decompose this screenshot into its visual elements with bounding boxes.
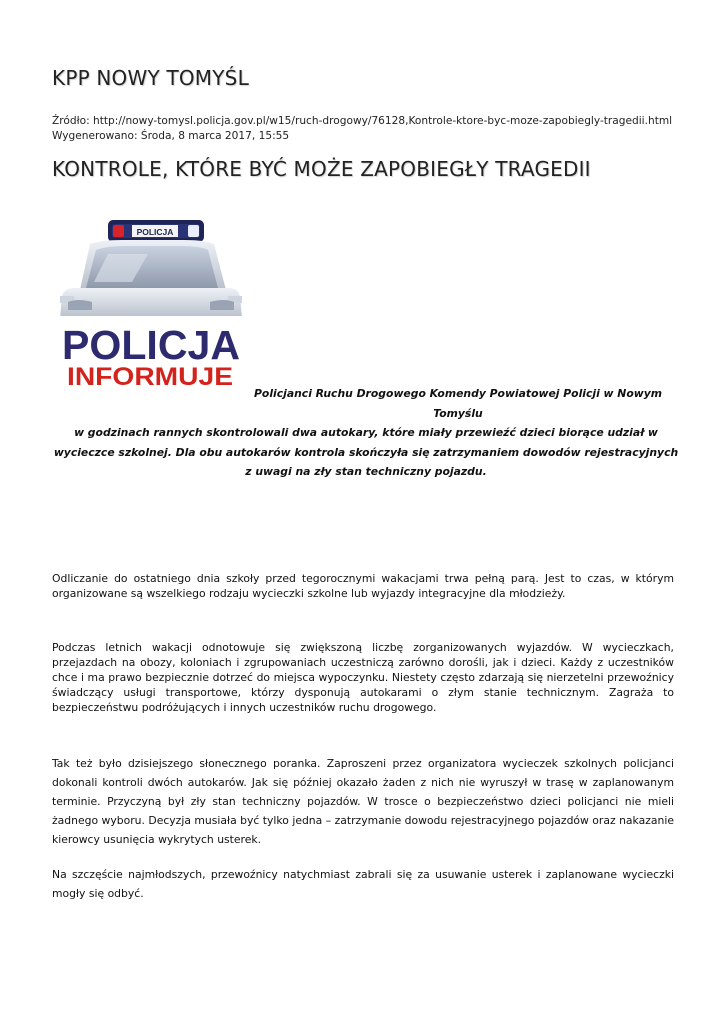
lead-first-line: Policjanci Ruchu Drogowego Komendy Powiatowej Policji w Nowym Tomyślu <box>253 387 662 420</box>
paragraph-2: Podczas letnich wakacji odnotowuje się zwiększoną liczbę zorganizowanych wyjazdów. W wycieczkach, przejazdach na obozy, koloniach i zgrupowaniach uczestniczą zarówno dorośli, jak i dzieci. Każdy z uczestników chce i ma prawo bezpiecznie dotrzeć do miejsca wypoczynku. Niestety często zdarzają się nierzetelni przewoźnicy świadczący usługi transportowe, którzy dysponują autokarami o złym stanie technicznym. Zagraża to bezpieczeństwu podróżujących i innych uczestników ruchu drogowego. <box>52 641 674 714</box>
plate-text: POLICJA <box>136 227 174 237</box>
paragraph-3: Tak też było dzisiejszego słonecznego poranka. Zaproszeni przez organizatora wycieczek szkolnych policjanci dokonali kontroli dwóch autokarów. Jak się później okazało żaden z nich nie wyruszył w trasę w zaplanowanym terminie. Przyczyną był zły stan techniczny pojazdów. W trosce o bezpieczeństwo dzieci policjanci nie mieli żadnego wyboru. Decyzja musiała być tylko jedna – zatrzymanie dowodu rejestracyjnego pojazdów oraz nakazanie kierowcy usunięcia wykrytych usterek. <box>52 757 674 846</box>
article-lead <box>52 384 680 482</box>
article-title: KONTROLE, KTÓRE BYĆ MOŻE ZAPOBIEGŁY TRAGEDII <box>52 157 591 181</box>
site-title: KPP NOWY TOMYŚL <box>52 66 249 90</box>
generated-line: Wygenerowano: Środa, 8 marca 2017, 15:55 <box>52 129 290 142</box>
paragraph-1: Odliczanie do ostatniego dnia szkoły przed tegorocznymi wakacjami trwa pełną parą. Jest to czas, w którym organizowane są wszelkiego rodzaju wycieczki szkolne lub wyjazdy integracyjne dla młodzieży. <box>52 572 674 600</box>
paragraph-4: Na szczęście najmłodszych, przewoźnicy natychmiast zabrali się za usuwanie usterek i zaplanowane wycieczki mogły się odbyć. <box>52 868 674 900</box>
lead-rest: w godzinach rannych skontrolowali dwa autokary, które miały przewieźć dzieci biorące udział w wycieczce szkolnej. Dla obu autokarów kontrola skończyła się zatrzymaniem dowodów rejestracyjnych z uwagi na zły stan techniczny pojazdu. <box>53 426 679 478</box>
source-line: Źródło: http://nowy-tomysl.policja.gov.pl/w15/ruch-drogowy/76128,Kontrole-ktore-byc-moze-zapobiegly-tragedii.html <box>52 115 673 127</box>
informuje-word: INFORMUJE <box>67 363 233 390</box>
document-meta <box>52 114 672 143</box>
policja-informuje-image <box>58 216 244 390</box>
policja-word: POLICJA <box>62 322 240 368</box>
